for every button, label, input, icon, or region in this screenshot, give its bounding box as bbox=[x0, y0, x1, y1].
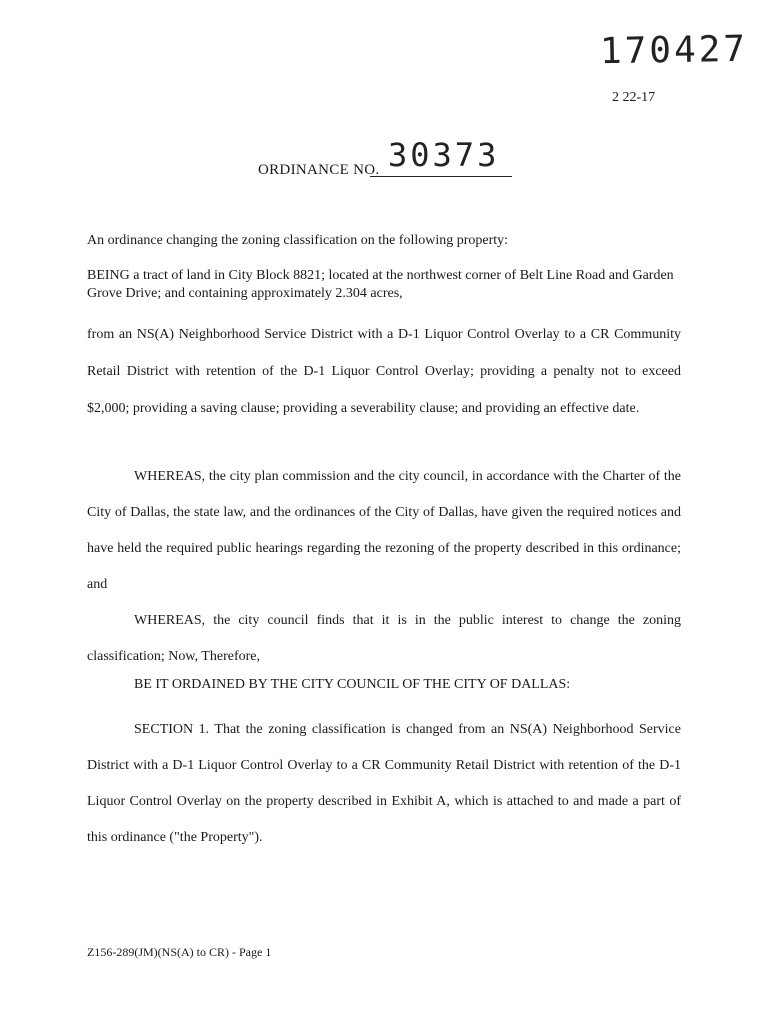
ordinance-number-line bbox=[258, 136, 518, 180]
intro-paragraph: An ordinance changing the zoning classification on the following property: bbox=[87, 233, 509, 248]
ordinance-label: ORDINANCE NO. bbox=[258, 162, 380, 178]
page-footer: Z156-289(JM)(NS(A) to CR) - Page 1 bbox=[87, 945, 272, 959]
zoning-change-paragraph: from an NS(A) Neighborhood Service District with a D-1 Liquor Control Overlay to a CR Community Retail District with retention of the D-1 Liquor Control Overlay; providing a penalty not to exceed $2,000; providing a saving clause; providing a severability clause; and providing an effective date. bbox=[87, 327, 681, 416]
document-date: 2 22-17 bbox=[612, 90, 656, 105]
be-it-ordained-heading: BE IT ORDAINED BY THE CITY COUNCIL OF THE CITY OF DALLAS: bbox=[134, 677, 571, 692]
property-description-paragraph: BEING a tract of land in City Block 8821; located at the northwest corner of Belt Line Road and Garden Grove Drive; and containing approximately 2.304 acres, bbox=[87, 268, 674, 301]
stamped-document-number: 170427 bbox=[599, 28, 749, 73]
whereas-paragraph-2: WHEREAS, the city council finds that it is in the public interest to change the zoning classification; Now, Therefore, bbox=[87, 613, 681, 664]
ordinance-number-handwritten: 30373 bbox=[388, 136, 500, 174]
section-1-paragraph: SECTION 1. That the zoning classification is changed from an NS(A) Neighborhood Service District with a D-1 Liquor Control Overlay to a CR Community Retail District with retention of the D-1 Liquor Control Overlay on the property described in Exhibit A, which is attached to and made a part of this ordinance ("the Property"). bbox=[87, 722, 681, 845]
ordinance-blank-underline bbox=[370, 176, 512, 177]
whereas-paragraph-1: WHEREAS, the city plan commission and the city council, in accordance with the Charter of the City of Dallas, the state law, and the ordinances of the City of Dallas, have given the required notices and have held the required public hearings regarding the rezoning of the property described in this ordinance; and bbox=[87, 469, 681, 592]
